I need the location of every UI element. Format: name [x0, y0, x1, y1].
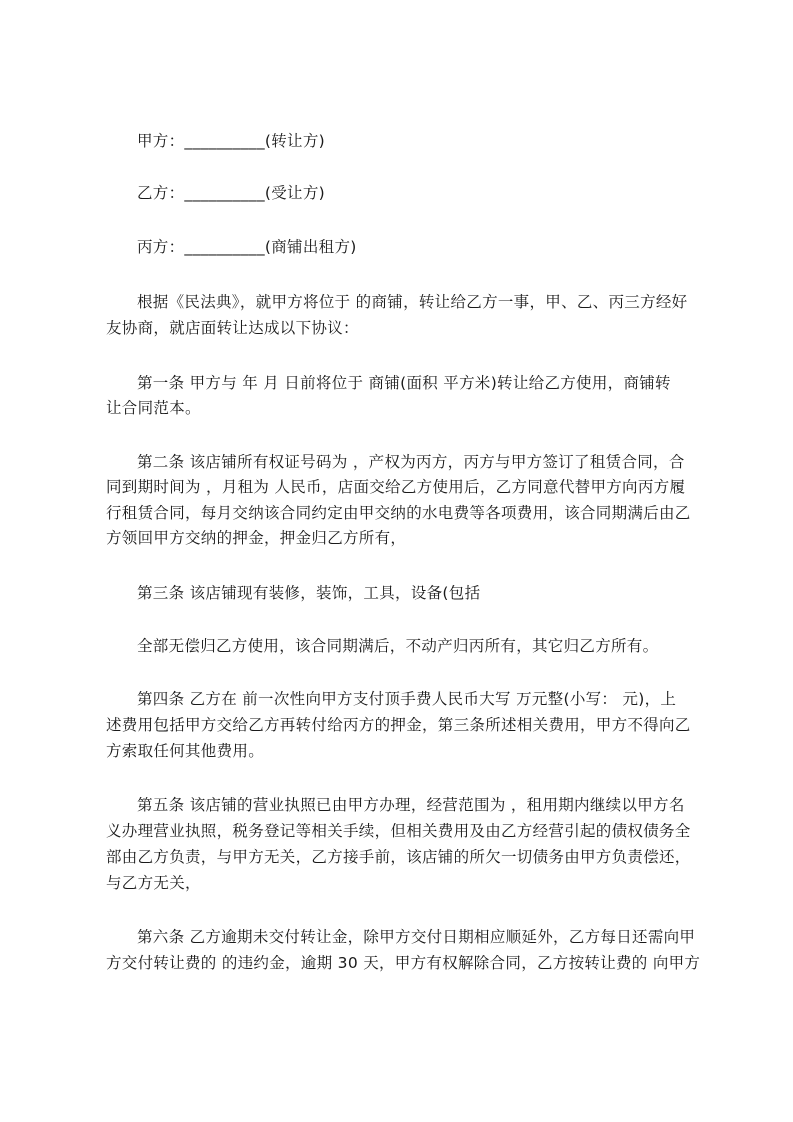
- article5-line-3: 部由乙方负责，与甲方无关，乙方接手前，该店铺的所欠一切债务由甲方负责偿还，: [106, 848, 691, 866]
- article5-line-2: 义办理营业执照，税务登记等相关手续，但相关费用及由乙方经营引起的债权债务全: [106, 822, 691, 840]
- article4-line-2: 述费用包括甲方交给乙方再转付给丙方的押金，第三条所述相关费用，甲方不得向乙: [106, 716, 691, 734]
- party-c-line: 丙方：__________(商铺出租方): [137, 238, 357, 256]
- intro-line-2: 友协商，就店面转让达成以下协议：: [106, 319, 359, 337]
- article2-line-2: 同到期时间为 ，月租为 人民币，店面交给乙方使用后，乙方同意代替甲方向丙方履: [106, 478, 686, 496]
- article2-line-4: 方领回甲方交纳的押金，押金归乙方所有，: [106, 529, 407, 547]
- article4-line-1: 第四条 乙方在 前一次性向甲方支付顶手费人民币大写 万元整(小写： 元)，上: [137, 690, 677, 708]
- intro-line-1: 根据《民法典》，就甲方将位于 的商铺，转让给乙方一事，甲、乙、丙三方经好: [137, 293, 688, 311]
- article3-line-1: 第三条 该店铺现有装修，装饰，工具，设备(包括: [137, 584, 481, 602]
- article5-line-1: 第五条 该店铺的营业执照已由甲方办理，经营范围为 ，租用期内继续以甲方名: [137, 796, 685, 814]
- article1-line-2: 让合同范本。: [106, 399, 201, 417]
- article3-line-2: 全部无偿归乙方使用，该合同期满后，不动产归丙所有，其它归乙方所有。: [137, 637, 659, 655]
- article2-line-3: 行租赁合同，每月交纳该合同约定由甲交纳的水电费等各项费用，该合同期满后由乙: [106, 504, 691, 522]
- article1-line-1: 第一条 甲方与 年 月 日前将位于 商铺(面积 平方米)转让给乙方使用，商铺转: [137, 374, 671, 392]
- party-b-line: 乙方：__________(受让方): [137, 184, 325, 202]
- article6-line-1: 第六条 乙方逾期未交付转让金，除甲方交付日期相应顺延外，乙方每日还需向甲: [137, 928, 696, 946]
- article6-line-2: 方交付转让费的 的违约金，逾期 30 天，甲方有权解除合同，乙方按转让费的 向甲方: [106, 954, 701, 972]
- article2-line-1: 第二条 该店铺所有权证号码为 ，产权为丙方，丙方与甲方签订了租赁合同，合: [137, 453, 685, 471]
- party-a-line: 甲方：__________(转让方): [137, 132, 325, 150]
- article4-line-3: 方索取任何其他费用。: [106, 742, 265, 760]
- article5-line-4: 与乙方无关，: [106, 874, 201, 892]
